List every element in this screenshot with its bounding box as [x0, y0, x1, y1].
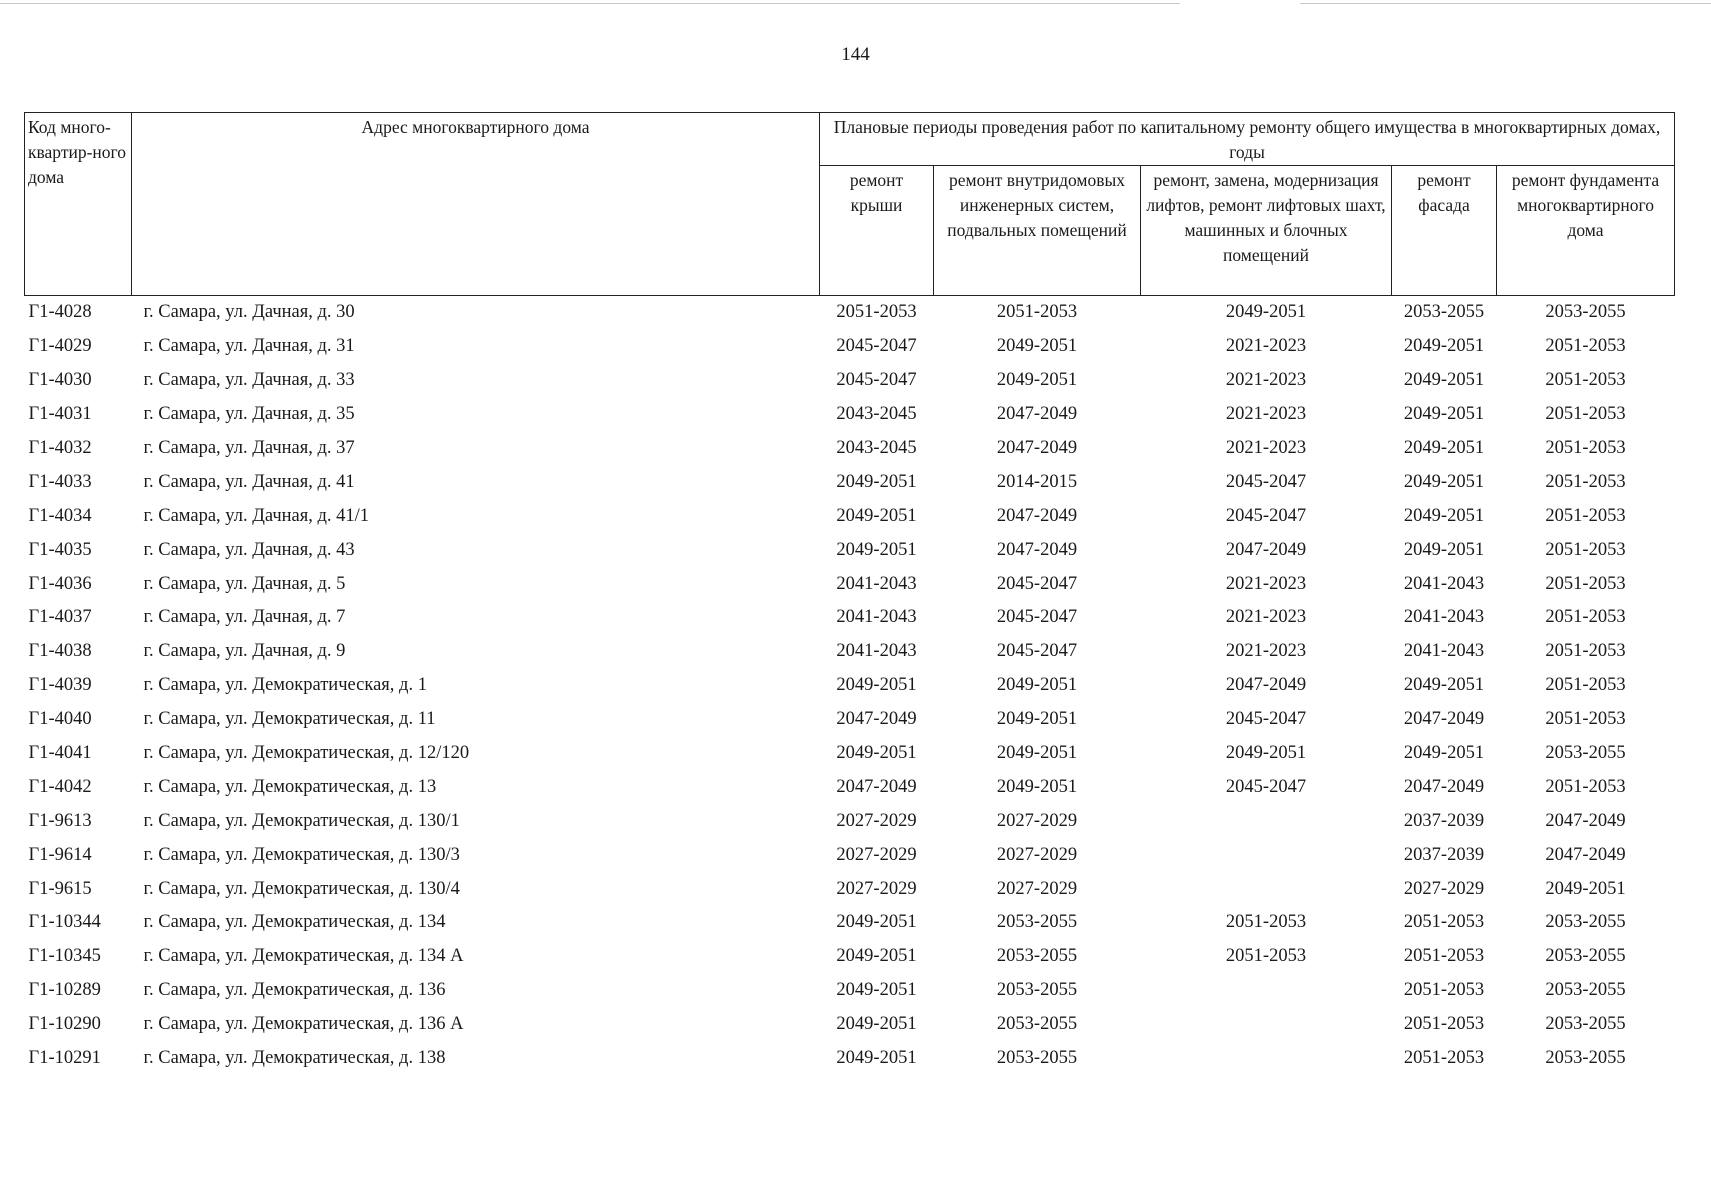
cell-facade: 2051-2053 [1403, 1048, 1485, 1069]
cell-code: Г1-4038 [28, 641, 92, 662]
cell-engineering: 2045-2047 [996, 607, 1078, 628]
cell-lifts: 2051-2053 [1225, 946, 1307, 967]
table-body [25, 296, 1675, 1076]
cell-code: Г1-4035 [28, 539, 92, 560]
page-number: 144 [841, 44, 870, 65]
cell-lifts: 2021-2023 [1225, 607, 1307, 628]
cell-roof: 2041-2043 [836, 607, 917, 628]
cell-facade: 2041-2043 [1403, 573, 1485, 594]
cell-lifts: 2045-2047 [1225, 709, 1307, 730]
cell-foundation: 2053-2055 [1545, 912, 1626, 933]
cell-foundation: 2053-2055 [1545, 1048, 1626, 1069]
cell-engineering: 2049-2051 [996, 336, 1078, 357]
cell-lifts: 2051-2053 [1225, 912, 1307, 933]
cell-lifts: 2047-2049 [1225, 675, 1307, 696]
cell-foundation: 2053-2055 [1545, 1014, 1626, 1035]
cell-code: Г1-4031 [28, 404, 92, 425]
table-row [25, 974, 1675, 1008]
cell-address: г. Самара, ул. Демократическая, д. 136 [143, 980, 446, 1001]
cell-lifts [1141, 1008, 1392, 1042]
cell-roof: 2045-2047 [836, 370, 917, 391]
cell-foundation: 2051-2053 [1545, 370, 1626, 391]
cell-roof: 2041-2043 [836, 573, 917, 594]
cell-lifts: 2021-2023 [1225, 438, 1307, 458]
cell-lifts: 2049-2051 [1225, 743, 1307, 764]
cell-lifts [1141, 804, 1392, 838]
cell-facade: 2053-2055 [1403, 302, 1485, 323]
cell-lifts: 2021-2023 [1225, 370, 1307, 391]
table-row [25, 703, 1675, 737]
cell-address: г. Самара, ул. Демократическая, д. 138 [143, 1048, 446, 1069]
table-row [25, 770, 1675, 804]
capital-repair-plan-table [24, 112, 1675, 1075]
scan-artifact-line [1300, 3, 1711, 4]
cell-address: г. Самара, ул. Дачная, д. 41/1 [143, 505, 370, 526]
cell-roof: 2049-2051 [836, 1014, 917, 1035]
header-code: Код много-квартир-ного дома [25, 113, 132, 296]
cell-foundation: 2051-2053 [1545, 709, 1626, 730]
cell-code: Г1-4030 [28, 370, 92, 391]
cell-facade: 2049-2051 [1403, 675, 1485, 696]
table-row [25, 1042, 1675, 1076]
cell-address: г. Самара, ул. Демократическая, д. 11 [143, 709, 436, 730]
cell-code: Г1-10290 [28, 1014, 101, 1035]
cell-address: г. Самара, ул. Дачная, д. 5 [143, 573, 346, 594]
cell-lifts: 2045-2047 [1225, 505, 1307, 526]
cell-roof: 2049-2051 [836, 980, 917, 1001]
cell-roof: 2049-2051 [836, 743, 917, 764]
table-row [25, 567, 1675, 601]
cell-roof: 2049-2051 [836, 1048, 917, 1069]
cell-roof: 2049-2051 [836, 946, 917, 967]
cell-foundation: 2051-2053 [1545, 505, 1626, 526]
table-row [25, 737, 1675, 771]
cell-address: г. Самара, ул. Демократическая, д. 13 [143, 776, 437, 797]
cell-address: г. Самара, ул. Дачная, д. 9 [143, 641, 346, 662]
header-roof: ремонт крыши [820, 166, 934, 296]
table-row [25, 669, 1675, 703]
scan-artifact-line [0, 3, 1180, 4]
cell-address: г. Самара, ул. Демократическая, д. 12/120 [143, 743, 470, 764]
cell-engineering: 2049-2051 [996, 675, 1078, 696]
cell-facade: 2049-2051 [1403, 370, 1485, 391]
cell-address: г. Самара, ул. Демократическая, д. 134 А [143, 946, 464, 967]
cell-facade: 2049-2051 [1403, 438, 1485, 458]
cell-roof: 2027-2029 [836, 878, 917, 899]
cell-roof: 2049-2051 [836, 539, 917, 560]
table-row [25, 465, 1675, 499]
cell-engineering: 2047-2049 [996, 539, 1078, 560]
cell-foundation: 2051-2053 [1545, 404, 1626, 425]
cell-engineering: 2027-2029 [996, 844, 1078, 865]
cell-engineering: 2047-2049 [996, 505, 1078, 526]
cell-engineering: 2053-2055 [996, 912, 1078, 933]
cell-code: Г1-4042 [28, 776, 92, 797]
cell-facade: 2051-2053 [1403, 912, 1485, 933]
cell-code: Г1-9614 [28, 844, 92, 865]
cell-roof: 2041-2043 [836, 641, 917, 662]
cell-facade: 2049-2051 [1403, 505, 1485, 526]
cell-foundation: 2051-2053 [1545, 641, 1626, 662]
header-lifts: ремонт, замена, модернизация лифтов, ремонт лифтовых шахт, машинных и блочных помещений [1141, 166, 1392, 296]
cell-roof: 2047-2049 [836, 709, 917, 730]
header-facade: ремонт фасада [1392, 166, 1497, 296]
header-foundation: ремонт фундамента многоквартирного дома [1497, 166, 1675, 296]
cell-address: г. Самара, ул. Дачная, д. 35 [143, 404, 355, 425]
cell-lifts: 2021-2023 [1225, 641, 1307, 662]
header-address: Адрес многоквартирного дома [132, 113, 820, 296]
table-row [25, 838, 1675, 872]
cell-engineering: 2051-2053 [996, 302, 1078, 323]
cell-engineering: 2047-2049 [996, 438, 1078, 458]
cell-code: Г1-4029 [28, 336, 92, 357]
cell-code: Г1-10289 [28, 980, 101, 1001]
cell-lifts [1141, 872, 1392, 906]
table-row [25, 635, 1675, 669]
cell-address: г. Самара, ул. Дачная, д. 7 [143, 607, 346, 628]
table-row [25, 296, 1675, 330]
table-row [25, 499, 1675, 533]
cell-foundation: 2051-2053 [1545, 438, 1626, 458]
cell-foundation: 2053-2055 [1545, 980, 1626, 1001]
cell-lifts: 2021-2023 [1225, 336, 1307, 357]
table-row [25, 330, 1675, 364]
header-engineering: ремонт внутридомовых инженерных систем, подвальных помещений [934, 166, 1141, 296]
cell-foundation: 2053-2055 [1545, 743, 1626, 764]
cell-engineering: 2053-2055 [996, 946, 1078, 967]
cell-code: Г1-4039 [28, 675, 92, 696]
cell-engineering: 2053-2055 [996, 980, 1078, 1001]
table-row [25, 601, 1675, 635]
cell-facade: 2047-2049 [1403, 709, 1485, 730]
cell-foundation: 2051-2053 [1545, 573, 1626, 594]
cell-roof: 2027-2029 [836, 810, 917, 831]
cell-facade: 2051-2053 [1403, 980, 1485, 1001]
cell-facade: 2051-2053 [1403, 946, 1485, 967]
table-row [25, 872, 1675, 906]
cell-code: Г1-4036 [28, 573, 92, 594]
cell-address: г. Самара, ул. Демократическая, д. 130/1 [143, 810, 460, 831]
cell-roof: 2043-2045 [836, 438, 917, 458]
cell-engineering: 2049-2051 [996, 709, 1078, 730]
cell-engineering: 2047-2049 [996, 404, 1078, 425]
cell-engineering: 2014-2015 [996, 471, 1078, 492]
table-row [25, 940, 1675, 974]
cell-lifts [1141, 974, 1392, 1008]
cell-code: Г1-4028 [28, 302, 92, 323]
cell-code: Г1-9615 [28, 878, 92, 899]
cell-foundation: 2049-2051 [1545, 878, 1626, 899]
cell-lifts [1141, 838, 1392, 872]
cell-code: Г1-4041 [28, 743, 92, 764]
cell-engineering: 2049-2051 [996, 776, 1078, 797]
cell-roof: 2043-2045 [836, 404, 917, 425]
cell-address: г. Самара, ул. Дачная, д. 43 [143, 539, 355, 560]
cell-facade: 2041-2043 [1403, 607, 1485, 628]
cell-facade: 2047-2049 [1403, 776, 1485, 797]
cell-facade: 2049-2051 [1403, 404, 1485, 425]
cell-facade: 2041-2043 [1403, 641, 1485, 662]
table-row [25, 432, 1675, 466]
cell-address: г. Самара, ул. Демократическая, д. 136 А [143, 1014, 464, 1035]
table-row [25, 364, 1675, 398]
cell-facade: 2049-2051 [1403, 336, 1485, 357]
cell-lifts: 2045-2047 [1225, 471, 1307, 492]
cell-foundation: 2053-2055 [1545, 946, 1626, 967]
cell-lifts: 2021-2023 [1225, 404, 1307, 425]
cell-facade: 2051-2053 [1403, 1014, 1485, 1035]
cell-code: Г1-4033 [28, 471, 92, 492]
table-row [25, 533, 1675, 567]
table-header [25, 113, 1675, 296]
cell-engineering: 2049-2051 [996, 370, 1078, 391]
cell-facade: 2037-2039 [1403, 844, 1485, 865]
cell-lifts [1141, 1042, 1392, 1076]
cell-address: г. Самара, ул. Дачная, д. 37 [143, 438, 355, 458]
cell-roof: 2045-2047 [836, 336, 917, 357]
cell-address: г. Самара, ул. Дачная, д. 33 [143, 370, 355, 391]
cell-code: Г1-4040 [28, 709, 92, 730]
cell-lifts: 2045-2047 [1225, 776, 1307, 797]
cell-engineering: 2045-2047 [996, 641, 1078, 662]
cell-engineering: 2027-2029 [996, 878, 1078, 899]
cell-roof: 2049-2051 [836, 471, 917, 492]
cell-lifts: 2047-2049 [1225, 539, 1307, 560]
table-row [25, 804, 1675, 838]
cell-facade: 2049-2051 [1403, 743, 1485, 764]
cell-foundation: 2051-2053 [1545, 607, 1626, 628]
cell-foundation: 2051-2053 [1545, 336, 1626, 357]
cell-facade: 2049-2051 [1403, 539, 1485, 560]
cell-foundation: 2047-2049 [1545, 810, 1626, 831]
cell-roof: 2051-2053 [836, 302, 917, 323]
cell-address: г. Самара, ул. Дачная, д. 41 [143, 471, 355, 492]
cell-lifts: 2021-2023 [1225, 573, 1307, 594]
cell-foundation: 2047-2049 [1545, 844, 1626, 865]
cell-engineering: 2049-2051 [996, 743, 1078, 764]
cell-engineering: 2045-2047 [996, 573, 1078, 594]
cell-address: г. Самара, ул. Дачная, д. 30 [143, 302, 355, 323]
cell-code: Г1-9613 [28, 810, 92, 831]
cell-code: Г1-10291 [28, 1048, 101, 1069]
cell-code: Г1-10345 [28, 946, 101, 967]
cell-address: г. Самара, ул. Демократическая, д. 130/4 [143, 878, 460, 899]
cell-roof: 2049-2051 [836, 505, 917, 526]
cell-roof: 2049-2051 [836, 912, 917, 933]
cell-engineering: 2053-2055 [996, 1048, 1078, 1069]
cell-roof: 2049-2051 [836, 675, 917, 696]
cell-roof: 2047-2049 [836, 776, 917, 797]
cell-engineering: 2053-2055 [996, 1014, 1078, 1035]
header-periods: Плановые периоды проведения работ по капитальному ремонту общего имущества в многоквартирных домах, годы [820, 113, 1675, 166]
cell-address: г. Самара, ул. Демократическая, д. 1 [143, 675, 427, 696]
table-row [25, 906, 1675, 940]
cell-roof: 2027-2029 [836, 844, 917, 865]
cell-engineering: 2027-2029 [996, 810, 1078, 831]
table-row [25, 398, 1675, 432]
cell-facade: 2027-2029 [1403, 878, 1485, 899]
cell-address: г. Самара, ул. Демократическая, д. 130/3 [143, 844, 460, 865]
cell-address: г. Самара, ул. Демократическая, д. 134 [143, 912, 446, 933]
cell-foundation: 2051-2053 [1545, 539, 1626, 560]
cell-facade: 2037-2039 [1403, 810, 1485, 831]
cell-code: Г1-4037 [28, 607, 92, 628]
cell-foundation: 2051-2053 [1545, 675, 1626, 696]
cell-code: Г1-4034 [28, 505, 92, 526]
cell-facade: 2049-2051 [1403, 471, 1485, 492]
cell-code: Г1-4032 [28, 438, 92, 458]
cell-lifts: 2049-2051 [1225, 302, 1307, 323]
cell-foundation: 2053-2055 [1545, 302, 1626, 323]
cell-foundation: 2051-2053 [1545, 776, 1626, 797]
cell-address: г. Самара, ул. Дачная, д. 31 [143, 336, 355, 357]
cell-foundation: 2051-2053 [1545, 471, 1626, 492]
cell-code: Г1-10344 [28, 912, 101, 933]
table-row [25, 1008, 1675, 1042]
